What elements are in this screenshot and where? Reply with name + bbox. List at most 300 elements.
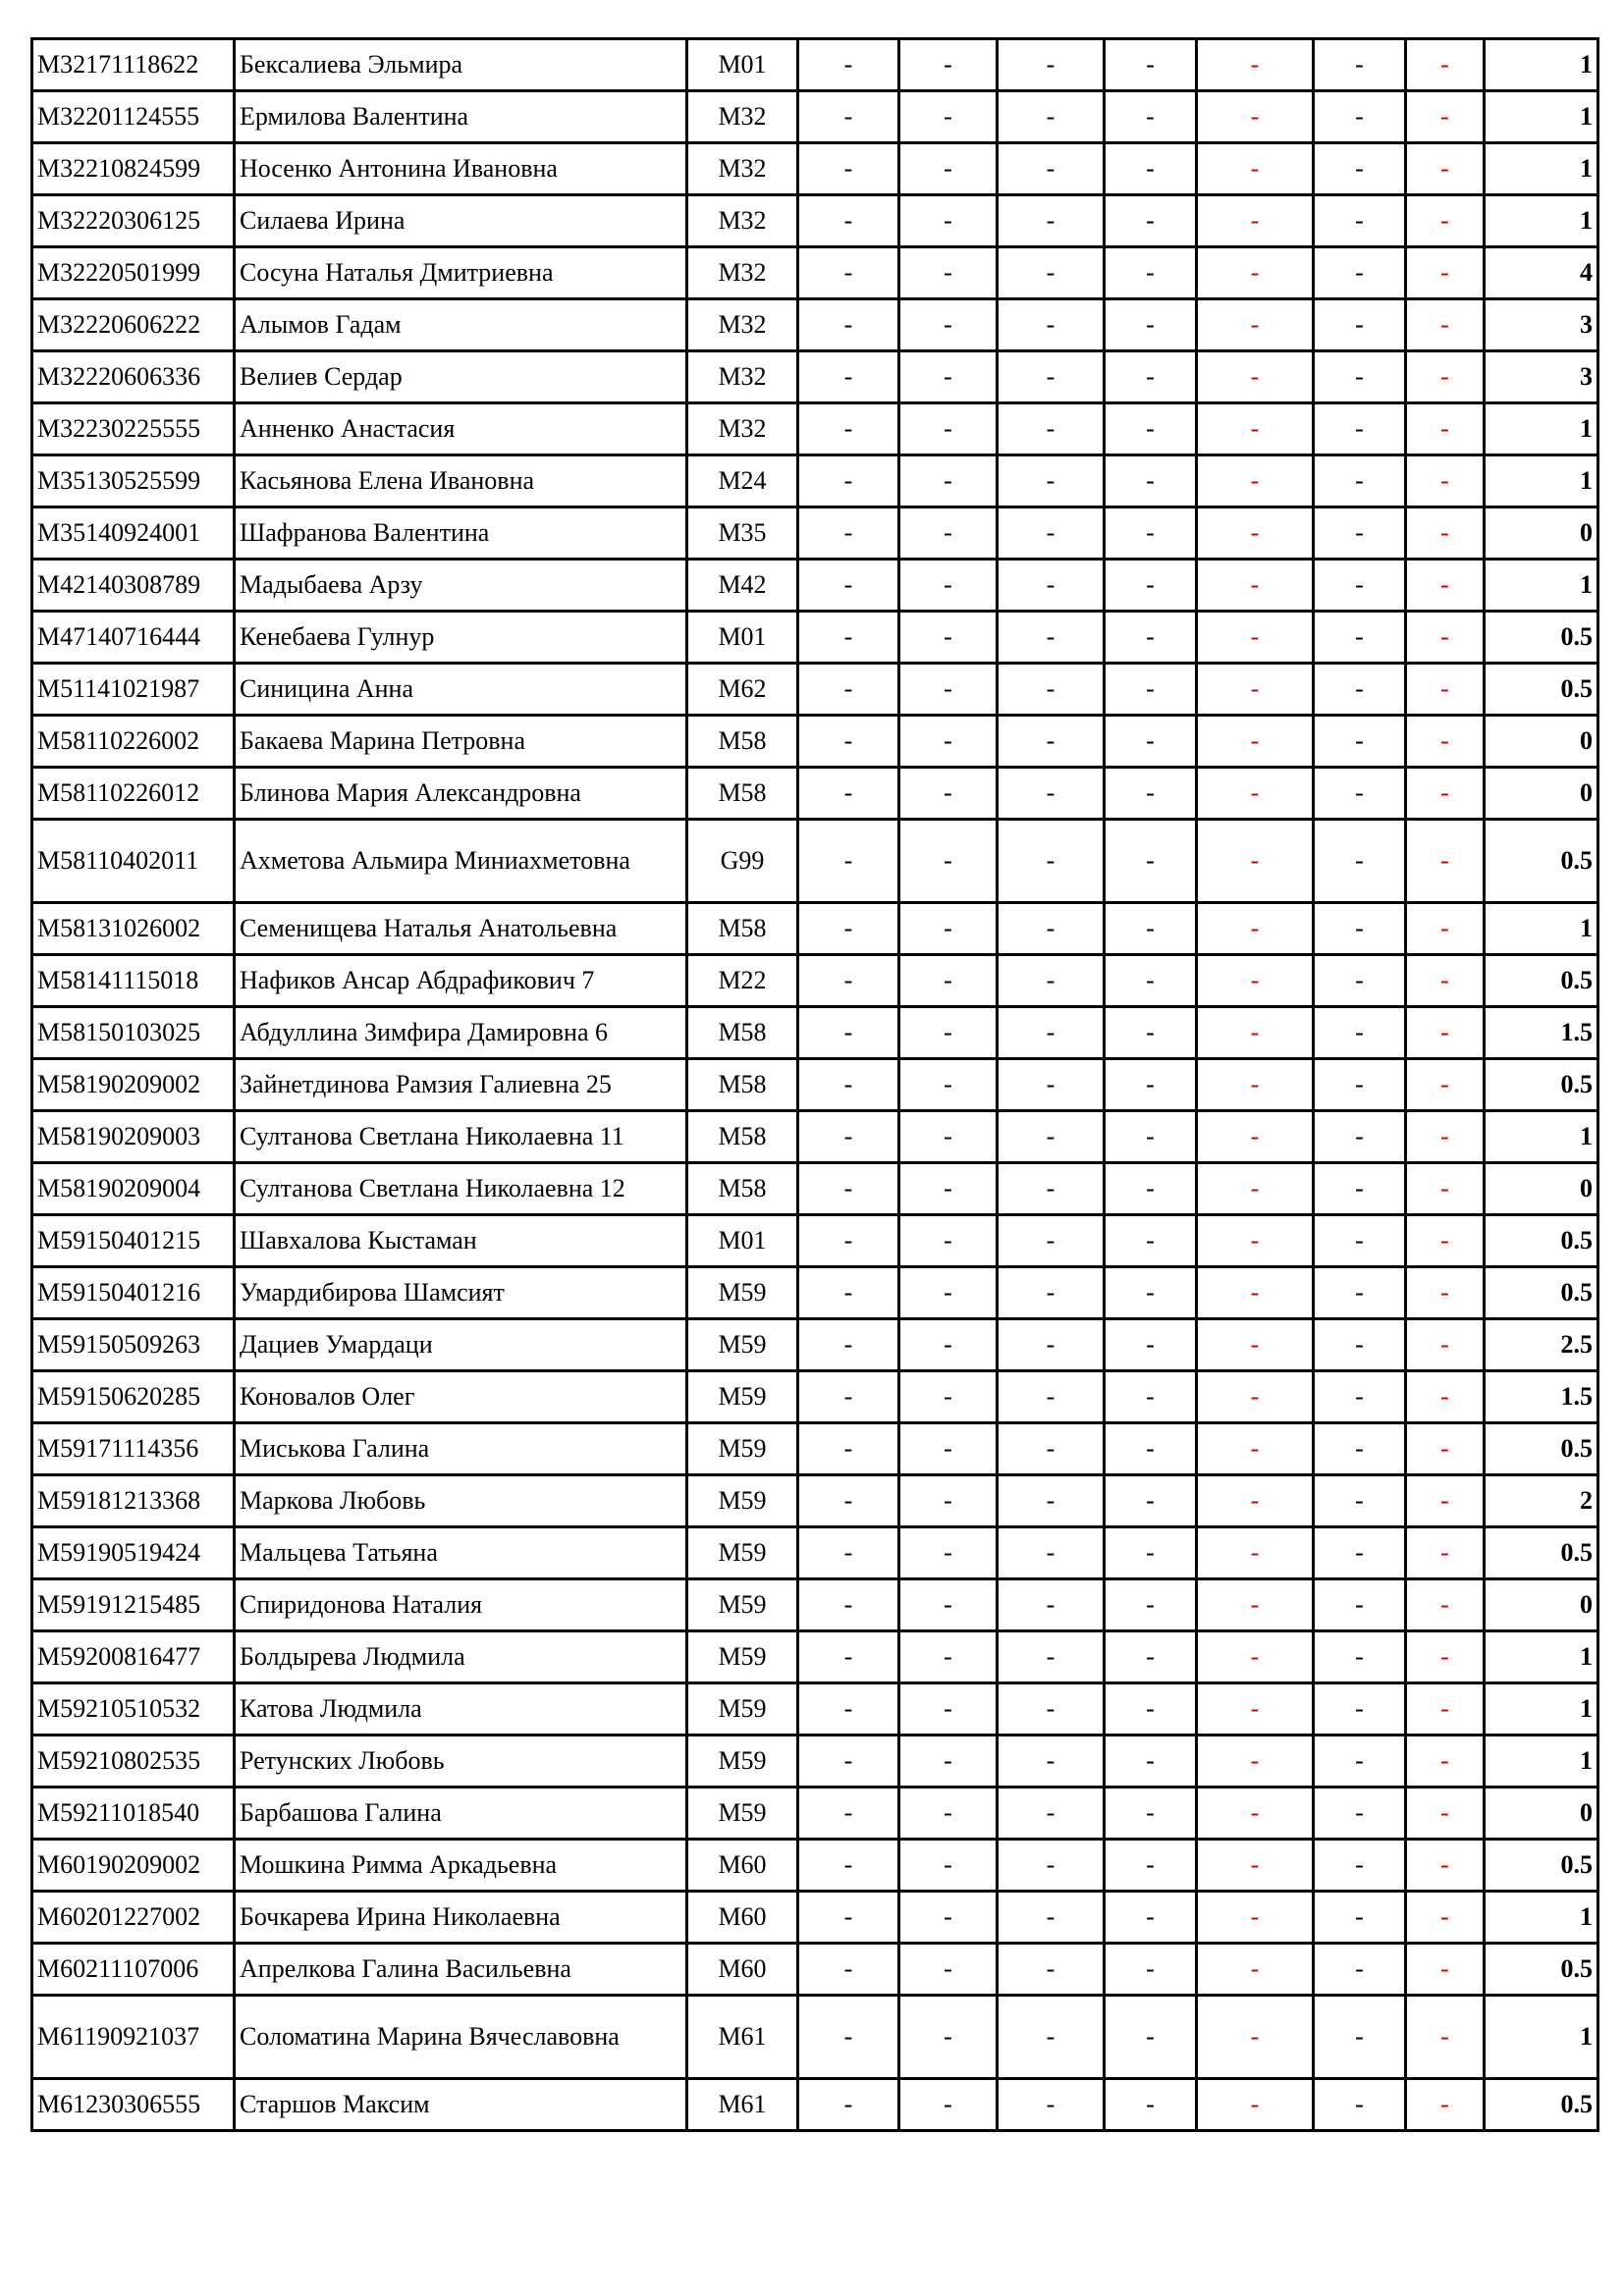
participant-code: M32220606222 — [32, 299, 235, 351]
empty-mark-cell: - — [798, 455, 899, 507]
empty-mark-cell: - — [998, 612, 1105, 664]
empty-mark-cell: - — [899, 299, 998, 351]
empty-mark-cell: - — [798, 403, 899, 455]
empty-mark-cell: - — [1197, 1007, 1314, 1059]
empty-mark-cell: - — [1406, 1319, 1485, 1371]
empty-mark-cell: - — [1314, 716, 1406, 768]
empty-mark-cell: - — [1406, 1215, 1485, 1267]
empty-mark-cell: - — [899, 1683, 998, 1735]
category-code: M60 — [687, 1892, 798, 1944]
empty-mark-cell: - — [798, 768, 899, 820]
category-code: M24 — [687, 455, 798, 507]
empty-mark-cell: - — [1105, 1319, 1197, 1371]
empty-mark-cell: - — [1197, 1892, 1314, 1944]
empty-mark-cell: - — [1314, 507, 1406, 560]
empty-mark-cell: - — [899, 1527, 998, 1579]
empty-mark-cell: - — [998, 1631, 1105, 1683]
empty-mark-cell: - — [1105, 1840, 1197, 1892]
table-row — [32, 1163, 1598, 1215]
table-row — [32, 1215, 1598, 1267]
empty-mark-cell: - — [998, 143, 1105, 195]
category-code: G99 — [687, 820, 798, 903]
empty-mark-cell: - — [899, 507, 998, 560]
score-cell: 0 — [1485, 768, 1598, 820]
participant-name: Барбашова Галина — [235, 1788, 687, 1840]
participant-code: M59211018540 — [32, 1788, 235, 1840]
empty-mark-cell: - — [1406, 1111, 1485, 1163]
score-cell: 0.5 — [1485, 820, 1598, 903]
participant-code: M58110226012 — [32, 768, 235, 820]
empty-mark-cell: - — [1105, 1475, 1197, 1527]
participant-name: Ахметова Альмира Миниахметовна — [235, 820, 687, 903]
participant-code: M60190209002 — [32, 1840, 235, 1892]
participant-name: Маркова Любовь — [235, 1475, 687, 1527]
score-cell: 4 — [1485, 247, 1598, 299]
empty-mark-cell: - — [798, 560, 899, 612]
empty-mark-cell: - — [1406, 507, 1485, 560]
empty-mark-cell: - — [1406, 1423, 1485, 1475]
empty-mark-cell: - — [1406, 351, 1485, 403]
participant-code: M58110226002 — [32, 716, 235, 768]
table-row — [32, 716, 1598, 768]
empty-mark-cell: - — [798, 299, 899, 351]
empty-mark-cell: - — [1314, 1371, 1406, 1423]
participant-code: M58110402011 — [32, 820, 235, 903]
participant-name: Ретунских Любовь — [235, 1735, 687, 1788]
empty-mark-cell: - — [1197, 2079, 1314, 2131]
empty-mark-cell: - — [998, 1735, 1105, 1788]
empty-mark-cell: - — [1314, 664, 1406, 716]
empty-mark-cell: - — [1197, 560, 1314, 612]
empty-mark-cell: - — [1406, 1996, 1485, 2079]
table-row — [32, 1319, 1598, 1371]
empty-mark-cell: - — [899, 403, 998, 455]
participant-name: Соломатина Марина Вячеславовна — [235, 1996, 687, 2079]
empty-mark-cell: - — [1406, 1840, 1485, 1892]
empty-mark-cell: - — [1197, 903, 1314, 955]
category-code: M59 — [687, 1475, 798, 1527]
empty-mark-cell: - — [899, 1579, 998, 1631]
empty-mark-cell: - — [899, 1631, 998, 1683]
table-row — [32, 455, 1598, 507]
empty-mark-cell: - — [998, 1579, 1105, 1631]
empty-mark-cell: - — [899, 1788, 998, 1840]
empty-mark-cell: - — [998, 1371, 1105, 1423]
empty-mark-cell: - — [1406, 955, 1485, 1007]
table-row — [32, 2079, 1598, 2131]
participant-code: M58131026002 — [32, 903, 235, 955]
empty-mark-cell: - — [899, 455, 998, 507]
empty-mark-cell: - — [798, 247, 899, 299]
score-cell: 1 — [1485, 455, 1598, 507]
empty-mark-cell: - — [1314, 91, 1406, 143]
empty-mark-cell: - — [1314, 1788, 1406, 1840]
participant-code: M59210802535 — [32, 1735, 235, 1788]
table-row — [32, 1475, 1598, 1527]
participant-name: Анненко Анастасия — [235, 403, 687, 455]
empty-mark-cell: - — [998, 247, 1105, 299]
participant-name: Умардибирова Шамсият — [235, 1267, 687, 1319]
table-row — [32, 1007, 1598, 1059]
category-code: M58 — [687, 1163, 798, 1215]
empty-mark-cell: - — [1105, 1944, 1197, 1996]
empty-mark-cell: - — [998, 455, 1105, 507]
empty-mark-cell: - — [1197, 612, 1314, 664]
empty-mark-cell: - — [1105, 955, 1197, 1007]
participant-code: M59210510532 — [32, 1683, 235, 1735]
empty-mark-cell: - — [1197, 1840, 1314, 1892]
participant-name: Мальцева Татьяна — [235, 1527, 687, 1579]
empty-mark-cell: - — [798, 1007, 899, 1059]
empty-mark-cell: - — [1105, 1683, 1197, 1735]
category-code: M58 — [687, 1059, 798, 1111]
empty-mark-cell: - — [998, 351, 1105, 403]
category-code: M59 — [687, 1527, 798, 1579]
empty-mark-cell: - — [1197, 507, 1314, 560]
empty-mark-cell: - — [899, 39, 998, 91]
score-cell: 1 — [1485, 91, 1598, 143]
participant-code: M35130525599 — [32, 455, 235, 507]
results-table — [30, 37, 1599, 2132]
category-code: M32 — [687, 195, 798, 247]
participant-name: Касьянова Елена Ивановна — [235, 455, 687, 507]
empty-mark-cell: - — [798, 664, 899, 716]
empty-mark-cell: - — [798, 1579, 899, 1631]
table-row — [32, 1944, 1598, 1996]
empty-mark-cell: - — [798, 955, 899, 1007]
empty-mark-cell: - — [798, 903, 899, 955]
empty-mark-cell: - — [899, 716, 998, 768]
participant-code: M61190921037 — [32, 1996, 235, 2079]
score-cell: 1 — [1485, 903, 1598, 955]
participant-name: Бакаева Марина Петровна — [235, 716, 687, 768]
empty-mark-cell: - — [798, 351, 899, 403]
empty-mark-cell: - — [998, 39, 1105, 91]
category-code: M61 — [687, 1996, 798, 2079]
empty-mark-cell: - — [1406, 91, 1485, 143]
category-code: M01 — [687, 39, 798, 91]
empty-mark-cell: - — [798, 1996, 899, 2079]
empty-mark-cell: - — [1105, 1735, 1197, 1788]
empty-mark-cell: - — [1197, 1267, 1314, 1319]
participant-name: Шавхалова Кыстаман — [235, 1215, 687, 1267]
empty-mark-cell: - — [1197, 1527, 1314, 1579]
score-cell: 1 — [1485, 143, 1598, 195]
empty-mark-cell: - — [1197, 403, 1314, 455]
empty-mark-cell: - — [1197, 1631, 1314, 1683]
empty-mark-cell: - — [1105, 1788, 1197, 1840]
empty-mark-cell: - — [1406, 1527, 1485, 1579]
empty-mark-cell: - — [998, 768, 1105, 820]
empty-mark-cell: - — [1314, 768, 1406, 820]
participant-code: M58190209004 — [32, 1163, 235, 1215]
empty-mark-cell: - — [1314, 1527, 1406, 1579]
empty-mark-cell: - — [899, 820, 998, 903]
empty-mark-cell: - — [798, 1892, 899, 1944]
empty-mark-cell: - — [798, 143, 899, 195]
category-code: M59 — [687, 1319, 798, 1371]
empty-mark-cell: - — [1314, 195, 1406, 247]
table-row — [32, 560, 1598, 612]
empty-mark-cell: - — [1197, 716, 1314, 768]
table-row — [32, 1423, 1598, 1475]
empty-mark-cell: - — [798, 1319, 899, 1371]
empty-mark-cell: - — [1314, 1996, 1406, 2079]
score-cell: 0.5 — [1485, 1267, 1598, 1319]
category-code: M59 — [687, 1579, 798, 1631]
participant-code: M61230306555 — [32, 2079, 235, 2131]
empty-mark-cell: - — [1314, 39, 1406, 91]
table-row — [32, 247, 1598, 299]
empty-mark-cell: - — [1314, 1631, 1406, 1683]
empty-mark-cell: - — [1406, 1371, 1485, 1423]
empty-mark-cell: - — [1314, 955, 1406, 1007]
empty-mark-cell: - — [1197, 247, 1314, 299]
participant-name: Семенищева Наталья Анатольевна — [235, 903, 687, 955]
empty-mark-cell: - — [899, 1840, 998, 1892]
score-cell: 0.5 — [1485, 1527, 1598, 1579]
empty-mark-cell: - — [1406, 768, 1485, 820]
participant-code: M59190519424 — [32, 1527, 235, 1579]
empty-mark-cell: - — [899, 1735, 998, 1788]
empty-mark-cell: - — [998, 1840, 1105, 1892]
empty-mark-cell: - — [1314, 1319, 1406, 1371]
category-code: M59 — [687, 1371, 798, 1423]
empty-mark-cell: - — [899, 1007, 998, 1059]
table-row — [32, 1840, 1598, 1892]
participant-code: M59181213368 — [32, 1475, 235, 1527]
table-row — [32, 1892, 1598, 1944]
category-code: M32 — [687, 351, 798, 403]
participant-code: M32220306125 — [32, 195, 235, 247]
empty-mark-cell: - — [998, 1892, 1105, 1944]
empty-mark-cell: - — [1105, 903, 1197, 955]
participant-code: M58141115018 — [32, 955, 235, 1007]
table-row — [32, 351, 1598, 403]
empty-mark-cell: - — [998, 1059, 1105, 1111]
empty-mark-cell: - — [998, 664, 1105, 716]
empty-mark-cell: - — [1197, 664, 1314, 716]
empty-mark-cell: - — [1314, 820, 1406, 903]
empty-mark-cell: - — [1105, 1007, 1197, 1059]
empty-mark-cell: - — [1314, 560, 1406, 612]
score-cell: 0 — [1485, 507, 1598, 560]
empty-mark-cell: - — [798, 1631, 899, 1683]
category-code: M01 — [687, 1215, 798, 1267]
table-row — [32, 195, 1598, 247]
empty-mark-cell: - — [899, 2079, 998, 2131]
results-table-body — [32, 39, 1598, 2131]
score-cell: 1 — [1485, 1892, 1598, 1944]
empty-mark-cell: - — [1197, 299, 1314, 351]
empty-mark-cell: - — [1406, 560, 1485, 612]
empty-mark-cell: - — [1314, 1267, 1406, 1319]
empty-mark-cell: - — [1105, 664, 1197, 716]
table-row — [32, 1059, 1598, 1111]
empty-mark-cell: - — [998, 955, 1105, 1007]
table-row — [32, 1683, 1598, 1735]
participant-code: M35140924001 — [32, 507, 235, 560]
empty-mark-cell: - — [899, 1892, 998, 1944]
participant-name: Шафранова Валентина — [235, 507, 687, 560]
empty-mark-cell: - — [798, 1423, 899, 1475]
score-cell: 1 — [1485, 1735, 1598, 1788]
empty-mark-cell: - — [1197, 143, 1314, 195]
empty-mark-cell: - — [1105, 299, 1197, 351]
empty-mark-cell: - — [998, 903, 1105, 955]
score-cell: 1 — [1485, 39, 1598, 91]
empty-mark-cell: - — [1406, 1631, 1485, 1683]
empty-mark-cell: - — [1105, 1423, 1197, 1475]
empty-mark-cell: - — [798, 1267, 899, 1319]
empty-mark-cell: - — [1197, 1996, 1314, 2079]
category-code: M32 — [687, 299, 798, 351]
empty-mark-cell: - — [1105, 820, 1197, 903]
participant-name: Султанова Светлана Николаевна 12 — [235, 1163, 687, 1215]
empty-mark-cell: - — [899, 1371, 998, 1423]
category-code: M58 — [687, 768, 798, 820]
score-cell: 1.5 — [1485, 1007, 1598, 1059]
participant-code: M59171114356 — [32, 1423, 235, 1475]
empty-mark-cell: - — [1406, 1267, 1485, 1319]
empty-mark-cell: - — [798, 507, 899, 560]
empty-mark-cell: - — [1406, 143, 1485, 195]
empty-mark-cell: - — [1314, 1683, 1406, 1735]
empty-mark-cell: - — [998, 1163, 1105, 1215]
empty-mark-cell: - — [798, 1527, 899, 1579]
empty-mark-cell: - — [1105, 612, 1197, 664]
empty-mark-cell: - — [1105, 1163, 1197, 1215]
participant-name: Блинова Мария Александровна — [235, 768, 687, 820]
participant-name: Ермилова Валентина — [235, 91, 687, 143]
empty-mark-cell: - — [1197, 1059, 1314, 1111]
empty-mark-cell: - — [1105, 91, 1197, 143]
participant-code: M60211107006 — [32, 1944, 235, 1996]
empty-mark-cell: - — [899, 1267, 998, 1319]
category-code: M32 — [687, 247, 798, 299]
empty-mark-cell: - — [998, 1111, 1105, 1163]
table-row — [32, 1371, 1598, 1423]
score-cell: 1 — [1485, 1111, 1598, 1163]
participant-code: M58190209003 — [32, 1111, 235, 1163]
table-row — [32, 955, 1598, 1007]
empty-mark-cell: - — [1197, 351, 1314, 403]
empty-mark-cell: - — [798, 1788, 899, 1840]
participant-code: M59150509263 — [32, 1319, 235, 1371]
empty-mark-cell: - — [798, 1215, 899, 1267]
empty-mark-cell: - — [998, 1267, 1105, 1319]
empty-mark-cell: - — [798, 91, 899, 143]
empty-mark-cell: - — [899, 91, 998, 143]
participant-name: Алымов Гадам — [235, 299, 687, 351]
participant-name: Синицина Анна — [235, 664, 687, 716]
empty-mark-cell: - — [1105, 455, 1197, 507]
empty-mark-cell: - — [1406, 299, 1485, 351]
empty-mark-cell: - — [1406, 455, 1485, 507]
empty-mark-cell: - — [1406, 247, 1485, 299]
score-cell: 2.5 — [1485, 1319, 1598, 1371]
empty-mark-cell: - — [998, 195, 1105, 247]
score-cell: 0.5 — [1485, 1840, 1598, 1892]
empty-mark-cell: - — [798, 1059, 899, 1111]
empty-mark-cell: - — [998, 1475, 1105, 1527]
table-row — [32, 1788, 1598, 1840]
empty-mark-cell: - — [1314, 1215, 1406, 1267]
empty-mark-cell: - — [1197, 91, 1314, 143]
empty-mark-cell: - — [998, 1996, 1105, 2079]
empty-mark-cell: - — [899, 247, 998, 299]
table-row — [32, 507, 1598, 560]
empty-mark-cell: - — [1197, 195, 1314, 247]
empty-mark-cell: - — [998, 1944, 1105, 1996]
empty-mark-cell: - — [1105, 560, 1197, 612]
empty-mark-cell: - — [798, 1163, 899, 1215]
empty-mark-cell: - — [1406, 1007, 1485, 1059]
empty-mark-cell: - — [798, 2079, 899, 2131]
participant-code: M32201124555 — [32, 91, 235, 143]
participant-name: Спиридонова Наталия — [235, 1579, 687, 1631]
empty-mark-cell: - — [998, 1527, 1105, 1579]
participant-code: M42140308789 — [32, 560, 235, 612]
empty-mark-cell: - — [1314, 612, 1406, 664]
score-cell: 0.5 — [1485, 2079, 1598, 2131]
participant-name: Сосуна Наталья Дмитриевна — [235, 247, 687, 299]
empty-mark-cell: - — [1105, 1215, 1197, 1267]
empty-mark-cell: - — [1314, 1840, 1406, 1892]
category-code: M32 — [687, 91, 798, 143]
table-row — [32, 1267, 1598, 1319]
score-cell: 0.5 — [1485, 1423, 1598, 1475]
empty-mark-cell: - — [1314, 455, 1406, 507]
category-code: M60 — [687, 1944, 798, 1996]
empty-mark-cell: - — [1314, 1944, 1406, 1996]
category-code: M59 — [687, 1631, 798, 1683]
participant-name: Болдырева Людмила — [235, 1631, 687, 1683]
empty-mark-cell: - — [1105, 1527, 1197, 1579]
empty-mark-cell: - — [1197, 455, 1314, 507]
participant-name: Старшов Максим — [235, 2079, 687, 2131]
empty-mark-cell: - — [998, 91, 1105, 143]
category-code: M59 — [687, 1735, 798, 1788]
empty-mark-cell: - — [998, 403, 1105, 455]
empty-mark-cell: - — [1314, 403, 1406, 455]
empty-mark-cell: - — [1406, 1735, 1485, 1788]
participant-code: M32210824599 — [32, 143, 235, 195]
score-cell: 1.5 — [1485, 1371, 1598, 1423]
empty-mark-cell: - — [798, 1111, 899, 1163]
empty-mark-cell: - — [899, 955, 998, 1007]
table-row — [32, 903, 1598, 955]
empty-mark-cell: - — [1197, 1319, 1314, 1371]
empty-mark-cell: - — [998, 507, 1105, 560]
category-code: M59 — [687, 1423, 798, 1475]
empty-mark-cell: - — [1406, 1944, 1485, 1996]
empty-mark-cell: - — [1105, 403, 1197, 455]
participant-name: Миськова Галина — [235, 1423, 687, 1475]
table-row — [32, 1631, 1598, 1683]
empty-mark-cell: - — [899, 1059, 998, 1111]
score-cell: 1 — [1485, 403, 1598, 455]
table-row — [32, 91, 1598, 143]
category-code: M32 — [687, 403, 798, 455]
empty-mark-cell: - — [798, 612, 899, 664]
empty-mark-cell: - — [1314, 299, 1406, 351]
empty-mark-cell: - — [1406, 664, 1485, 716]
score-cell: 1 — [1485, 1996, 1598, 2079]
empty-mark-cell: - — [1105, 1111, 1197, 1163]
empty-mark-cell: - — [899, 768, 998, 820]
table-row — [32, 612, 1598, 664]
